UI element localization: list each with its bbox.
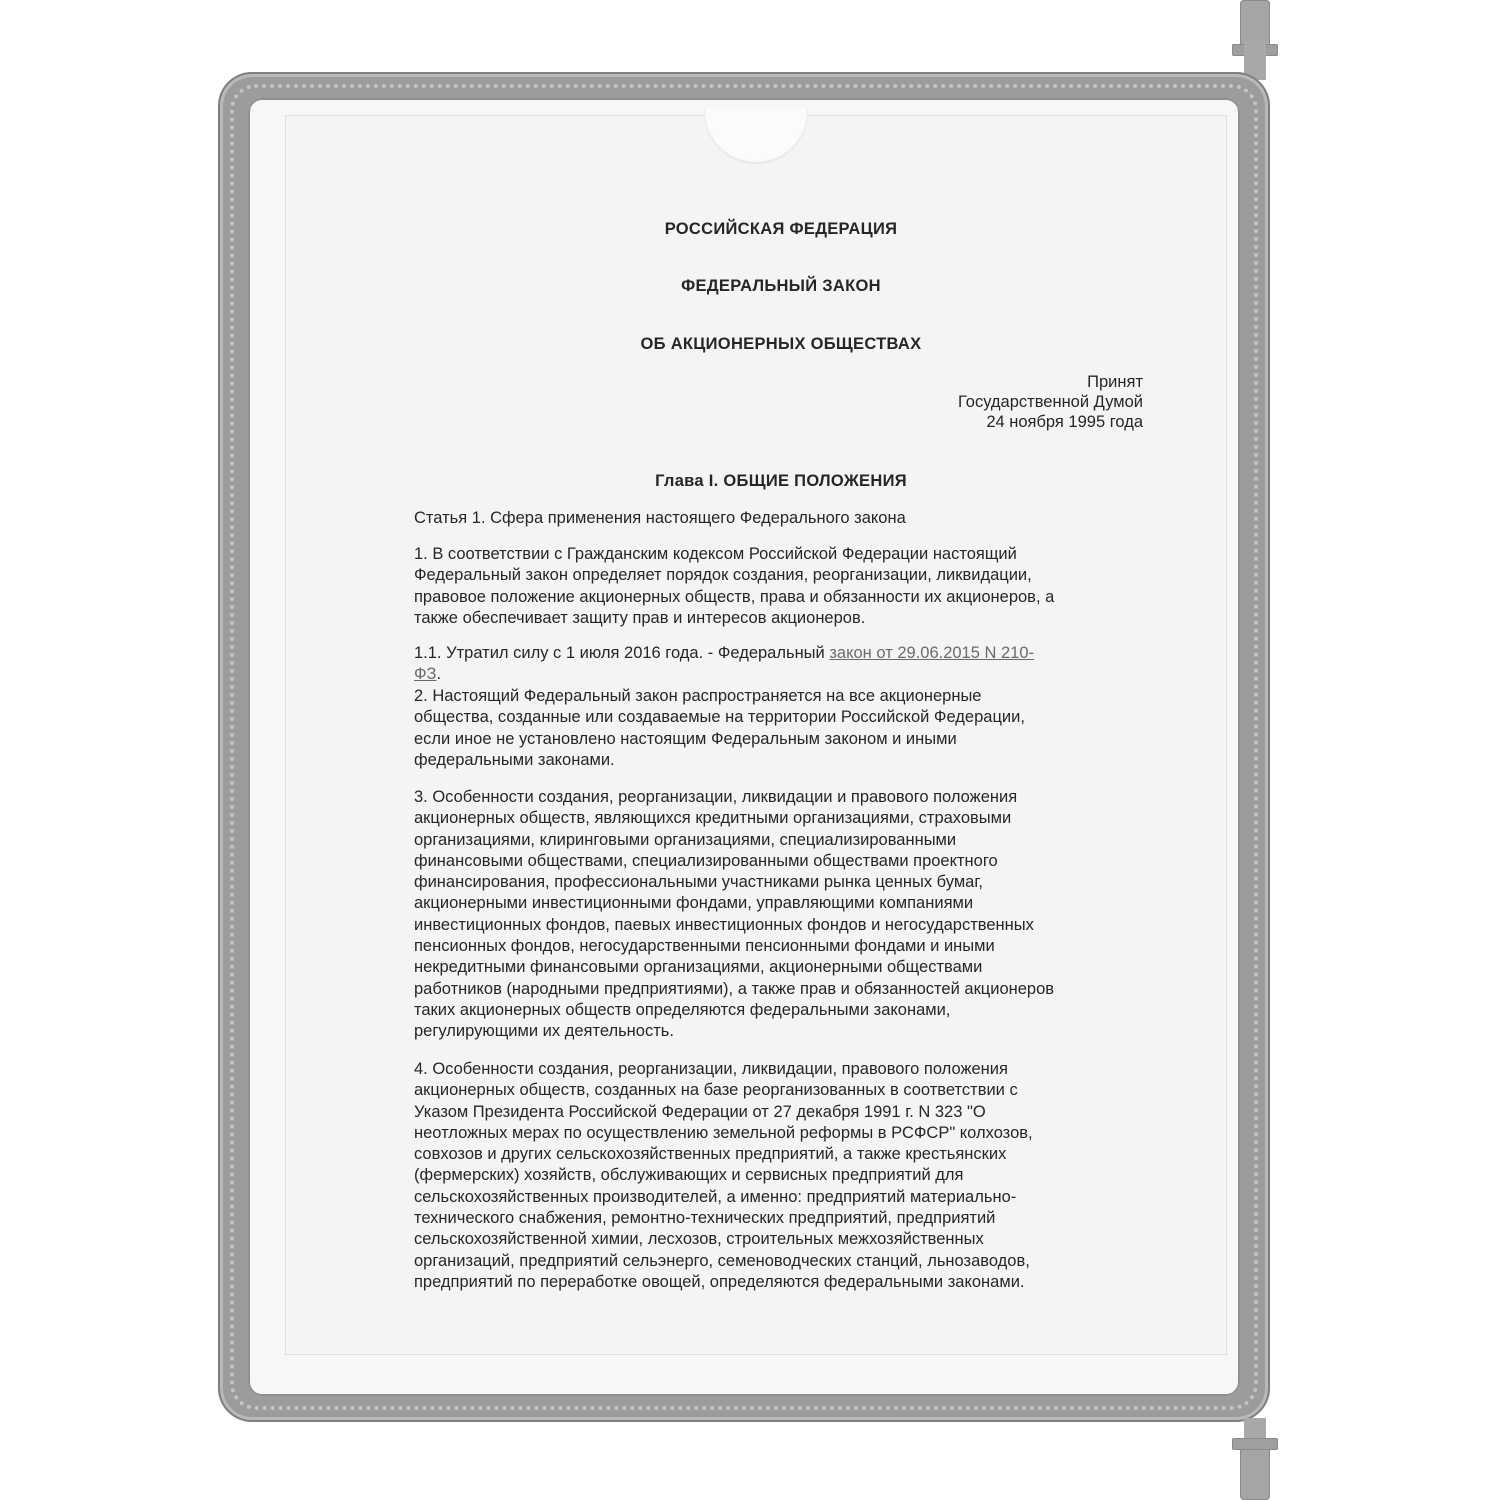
paragraph-line: таких акционерных обществ определяются федеральными законами, (414, 1000, 951, 1019)
paragraph-line: правовое положение акционерных обществ, права и обязанности их акционеров, а (414, 587, 1055, 606)
repeal-text: 1.1. Утратил силу с 1 июля 2016 года. - Федеральный (414, 644, 830, 662)
paragraph-line: организациями, клиринговыми организациями, специализированными (414, 830, 957, 849)
paragraph-line: Федеральный закон определяет порядок создания, реорганизации, ликвидации, (414, 566, 1032, 585)
paragraph-line: акционерными инвестиционными фондами, управляющими компаниями (414, 894, 974, 913)
chapter-heading: Глава I. ОБЩИЕ ПОЛОЖЕНИЯ (655, 472, 907, 490)
adoption-line: Принят (1087, 373, 1143, 391)
paragraph-line: технического снабжения, ремонтно-технических предприятий, предприятий (414, 1209, 996, 1228)
paragraph-line: пенсионных фондов, негосударственными пенсионными фондами и иными (414, 937, 995, 956)
document-sheet (286, 116, 1226, 1354)
paragraph-1-1: 1.1. Утратил силу с 1 июля 2016 года. - Федеральный закон от 29.06.2015 N 210- ФЗ. (414, 644, 1035, 684)
law-link[interactable]: закон от 29.06.2015 N 210- (829, 644, 1035, 662)
header-title: ОБ АКЦИОНЕРНЫХ ОБЩЕСТВАХ (640, 335, 922, 353)
adoption-line: 24 ноября 1995 года (986, 413, 1143, 431)
paragraph-line: акционерных обществ, являющихся кредитными организациями, страховыми (414, 809, 1012, 828)
paragraph-line: организаций, предприятий сельэнерго, семеноводческих станций, льнозаводов, (414, 1251, 1030, 1270)
paragraph-line: также обеспечивает защиту прав и интересов акционеров. (414, 608, 866, 627)
paragraph-line: совхозов и других сельскохозяйственных предприятий, а также крестьянских (414, 1145, 1007, 1164)
paragraph-line: сельскохозяйственных производителей, а именно: предприятий материально- (414, 1187, 1017, 1206)
paragraph-line: финансовыми обществами, специализированными обществами проектного (414, 851, 998, 870)
paragraph-1 (414, 544, 1154, 629)
paragraph-line: финансирования, профессиональными участниками рынка ценных бумаг, (414, 873, 983, 892)
paragraph-line: Указом Президента Российской Федерации от 27 декабря 1991 г. N 323 "О (414, 1102, 986, 1121)
article-heading: Статья 1. Сфера применения настоящего Федерального закона (414, 509, 906, 527)
frame-hinge-bottom (1240, 1446, 1270, 1500)
paragraph-line: 2. Настоящий Федеральный закон распространяется на все акционерные (414, 687, 982, 705)
paragraph-4 (414, 1059, 1154, 1293)
paragraph-line: некредитными финансовыми организациями, акционерными обществами (414, 958, 983, 977)
paragraph-line: сельскохозяйственной химии, лесхозов, строительных межхозяйственных (414, 1230, 984, 1249)
paragraph-line: если иное не установлено настоящим Федеральным законом и иными (414, 729, 957, 748)
law-link-continued[interactable]: ФЗ (414, 665, 437, 684)
paragraph-line: общества, созданные или создаваемые на территории Российской Федерации, (414, 708, 1025, 727)
paragraph-3 (414, 787, 1154, 1043)
paragraph-line: работников (народными предприятиями), а также прав и обязанностей акционеров (414, 979, 1055, 998)
paragraph-line: 3. Особенности создания, реорганизации, ликвидации и правового положения (414, 788, 1018, 806)
paragraph-line: инвестиционных фондов, паевых инвестиционных фондов и негосударственных (414, 915, 1034, 934)
adoption-line: Государственной Думой (957, 393, 1143, 411)
paragraph-line: федеральными законами. (414, 750, 615, 769)
header-country: РОССИЙСКАЯ ФЕДЕРАЦИЯ (664, 220, 898, 238)
paragraph-line: 1. В соответствии с Гражданским кодексом Российской Федерации настоящий (414, 545, 1017, 563)
paragraph-line: предприятий по переработке овощей, определяются федеральными законами. (414, 1272, 1025, 1291)
header-doc-type: ФЕДЕРАЛЬНЫЙ ЗАКОН (681, 277, 881, 295)
paragraph-line: 4. Особенности создания, реорганизации, ликвидации, правового положения (414, 1060, 1008, 1078)
paragraph-line: (фермерских) хозяйств, обслуживающих и сервисных предприятий для (414, 1166, 964, 1185)
pocket-notch (704, 108, 808, 164)
adoption-note (958, 372, 1143, 432)
paragraph-2 (414, 686, 1154, 771)
paragraph-line: неотложных мерах по осуществлению земельной реформы в РСФСР" колхозов, (414, 1123, 1033, 1142)
paragraph-line: регулирующими их деятельность. (414, 1022, 674, 1041)
paragraph-line: акционерных обществ, созданных на базе реорганизованных в соответствии с (414, 1081, 1018, 1100)
